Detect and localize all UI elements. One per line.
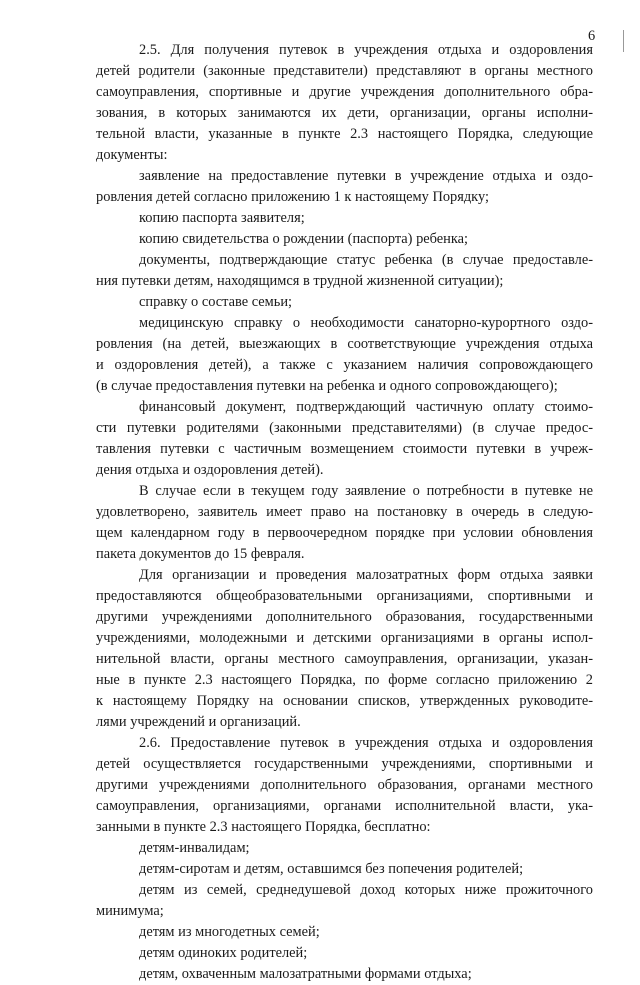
text-line: пакета документов до 15 февраля.	[96, 546, 305, 562]
text-line: дения отдыха и оздоровления детей).	[96, 462, 324, 478]
text-line: зования, в которых занимаются их дети, организации, органы исполни-	[96, 105, 593, 121]
text-line: учреждениями, молодежными и детскими организациями в органы испол-	[96, 630, 593, 646]
page-number: 6	[588, 28, 596, 44]
text-line: детям из многодетных семей;	[139, 924, 320, 940]
text-line: Для организации и проведения малозатратных форм отдыха заявки	[139, 567, 593, 583]
text-line: финансовый документ, подтверждающий частичную оплату стоимо-	[139, 399, 593, 415]
text-line: удовлетворено, заявитель имеет право на постановку в очередь в следую-	[96, 504, 593, 520]
text-line: ные в пункте 2.3 настоящего Порядка, по форме согласно приложению 2	[96, 672, 593, 688]
text-line: 2.6. Предоставление путевок в учреждения отдыха и оздоровления	[139, 735, 593, 751]
text-line: сти путевки родителями (законными представителями) (в случае предос-	[96, 420, 593, 436]
text-line: ровления (на детей, выезжающих в соответствующие учреждения отдыха	[96, 336, 593, 352]
text-line: тельной власти, указанные в пункте 2.3 настоящего Порядка, следующие	[96, 126, 593, 142]
text-line: к настоящему Порядку на основании списков, утвержденных руководите-	[96, 693, 593, 709]
text-line: ровления детей согласно приложению 1 к настоящему Порядку;	[96, 189, 489, 205]
text-line: документы:	[96, 147, 168, 163]
document-body	[96, 40, 593, 985]
text-line: детям-инвалидам;	[139, 840, 250, 856]
text-line: другими учреждениями дополнительного образования, органами местного	[96, 777, 593, 793]
text-line: и оздоровления детей), а также с указанием наличия сопровождающего	[96, 357, 593, 373]
text-line: детей родители (законные представители) представляют в органы местного	[96, 63, 593, 79]
edge-mark	[623, 30, 624, 52]
text-line: справку о составе семьи;	[139, 294, 293, 310]
text-line: заявление на предоставление путевки в учреждение отдыха и оздо-	[139, 168, 593, 184]
text-line: 2.5. Для получения путевок в учреждения отдыха и оздоровления	[139, 42, 593, 58]
text-line: детям из семей, среднедушевой доход которых ниже прожиточного	[139, 882, 593, 898]
text-line: лями учреждений и организаций.	[96, 714, 301, 730]
text-line: детям, охваченным малозатратными формами отдыха;	[139, 966, 472, 982]
text-line: занными в пункте 2.3 настоящего Порядка, бесплатно:	[96, 819, 431, 835]
text-line: медицинскую справку о необходимости санаторно-курортного оздо-	[139, 315, 593, 331]
text-line: предоставляются общеобразовательными организациями, спортивными и	[96, 588, 593, 604]
text-line: В случае если в текущем году заявление о потребности в путевке не	[139, 483, 593, 499]
text-line: щем календарном году в первоочередном порядке при условии обновления	[96, 525, 593, 541]
text-line: тавления путевки с частичным возмещением стоимости путевки в учреж-	[96, 441, 593, 457]
text-line: самоуправления, спортивные и другие учреждения дополнительного обра-	[96, 84, 593, 100]
text-line: ния путевки детям, находящимся в трудной жизненной ситуации);	[96, 273, 504, 289]
text-line: копию свидетельства о рождении (паспорта) ребенка;	[139, 231, 469, 247]
text-line: нительной власти, органы местного самоуправления, организации, указан-	[96, 651, 593, 667]
text-line: (в случае предоставления путевки на ребенка и одного сопровождающего);	[96, 378, 558, 394]
text-line: самоуправления, организациями, органами исполнительной власти, ука-	[96, 798, 593, 814]
text-line: детям одиноких родителей;	[139, 945, 308, 961]
text-line: детей осуществляется государственными учреждениями, спортивными и	[96, 756, 593, 772]
text-line: копию паспорта заявителя;	[139, 210, 305, 226]
text-line: детям-сиротам и детям, оставшимся без попечения родителей;	[139, 861, 524, 877]
text-line: другими учреждениями дополнительного образования, государственными	[96, 609, 593, 625]
text-line: документы, подтверждающие статус ребенка (в случае предоставле-	[139, 252, 593, 268]
text-line: минимума;	[96, 903, 164, 919]
